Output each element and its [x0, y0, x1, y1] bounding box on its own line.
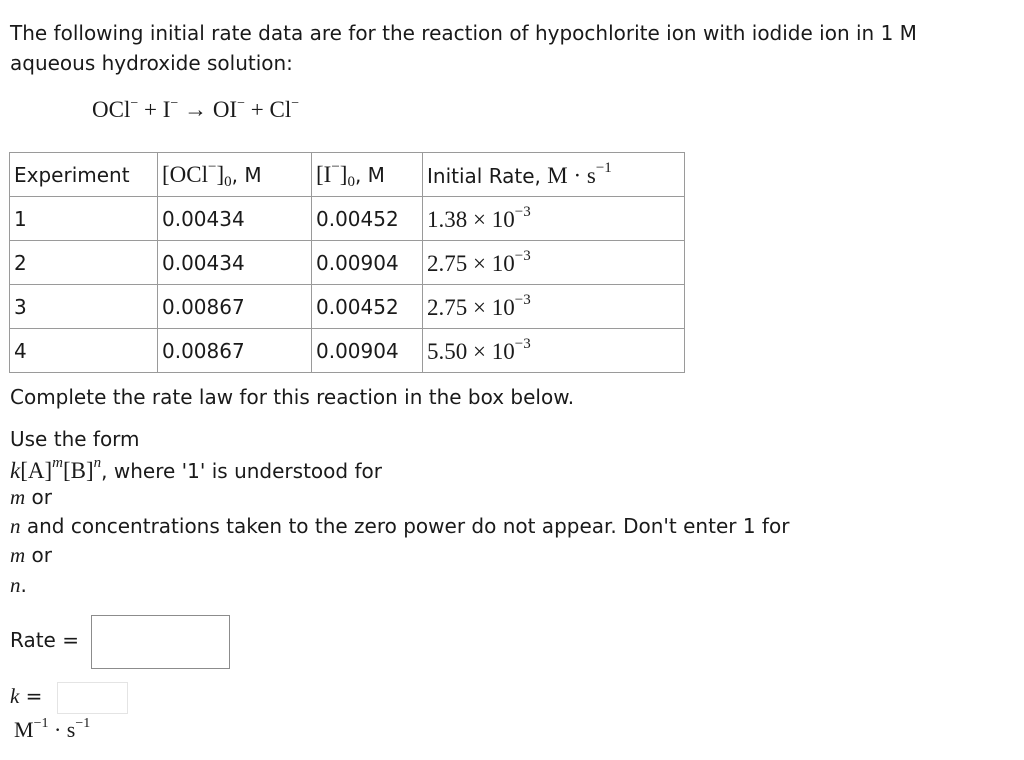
rate-mantissa: 1.38 × 10 [427, 207, 515, 232]
cell-experiment: 1 [10, 197, 158, 241]
instruction-form-line [10, 455, 382, 484]
plus-sign: + [245, 97, 270, 122]
rate-form-expression [10, 455, 102, 483]
cell-i: 0.00904 [312, 241, 423, 285]
k-symbol: k [10, 458, 21, 483]
k-units [14, 716, 90, 743]
rate-mantissa: 5.50 × 10 [427, 339, 515, 364]
header-ocl-concentration [158, 153, 312, 197]
table-row [10, 329, 685, 373]
exponent-m: m [52, 455, 63, 471]
problem-intro: The following initial rate data are for the reaction of hypochlorite ion with iodide ion in 1 M aqueous hydroxide solution: [10, 21, 917, 75]
bracket: ] [216, 161, 225, 187]
exponent: −1 [595, 160, 612, 176]
cell-experiment: 2 [10, 241, 158, 285]
instruction-rest-text: and concentrations taken to the zero power do not appear. Don't enter 1 for [20, 514, 790, 538]
equals-sign: = [19, 684, 43, 708]
subscript-zero: 0 [347, 173, 355, 190]
cell-rate [423, 329, 685, 373]
charge: − [130, 96, 139, 111]
charge: − [237, 96, 245, 111]
cell-ocl: 0.00434 [158, 241, 312, 285]
header-i-concentration [312, 153, 423, 197]
exponent: −1 [33, 716, 49, 731]
rate-exponent: −3 [514, 248, 531, 264]
bracket-a: [A] [20, 458, 53, 483]
header-initial-rate [423, 153, 685, 197]
or-text: or [25, 485, 52, 509]
var-n: n [10, 573, 21, 597]
rate-mantissa: 2.75 × 10 [427, 295, 515, 320]
table-row [10, 285, 685, 329]
cell-rate [423, 197, 685, 241]
k-symbol: k [10, 684, 20, 708]
table-row [10, 197, 685, 241]
bracket: ] [339, 161, 348, 187]
cell-rate [423, 241, 685, 285]
unit-s: · s [48, 717, 76, 742]
charge: − [331, 158, 340, 175]
arrow: → [178, 97, 213, 122]
unit-m: M [14, 717, 34, 742]
rate-label: Rate = [10, 628, 79, 652]
product-chloride: Cl [269, 97, 292, 122]
header-experiment: Experiment [10, 153, 158, 197]
var-n: n [10, 514, 21, 538]
product-hypoiodite: OI [212, 97, 238, 122]
instruction-n-line [10, 514, 789, 539]
charge: − [208, 158, 217, 175]
cell-rate [423, 285, 685, 329]
rate-label: Initial Rate, [427, 164, 548, 188]
rate-data-table [9, 152, 685, 373]
table-row [10, 241, 685, 285]
instruction-complete: Complete the rate law for this reaction in the box below. [10, 385, 575, 409]
rate-mantissa: 2.75 × 10 [427, 251, 515, 276]
reactant-hypochlorite: OCl [92, 97, 131, 122]
cell-ocl: 0.00867 [158, 285, 312, 329]
cell-i: 0.00904 [312, 329, 423, 373]
reactant-iodide: I [162, 97, 171, 122]
or-text: or [25, 543, 52, 567]
i-label: [I [316, 161, 332, 187]
exponent: −1 [75, 716, 91, 731]
period: . [20, 573, 27, 597]
k-value-input[interactable] [57, 682, 128, 714]
bracket-b: [B] [63, 458, 94, 483]
instruction-n-period [10, 573, 27, 598]
exponent-n: n [93, 455, 102, 471]
var-m: m [10, 543, 26, 567]
reaction-equation [92, 96, 299, 123]
ocl-label: [OCl [162, 161, 208, 187]
form-rest-text: , where '1' is understood for [101, 459, 382, 483]
cell-i: 0.00452 [312, 285, 423, 329]
instruction-m-or-2 [10, 543, 52, 568]
cell-experiment: 3 [10, 285, 158, 329]
cell-i: 0.00452 [312, 197, 423, 241]
rate-exponent: −3 [514, 292, 531, 308]
charge: − [170, 96, 179, 111]
instruction-m-or [10, 485, 52, 510]
charge: − [291, 96, 300, 111]
var-m: m [10, 485, 26, 509]
unit-label: , M [231, 162, 262, 187]
unit-label: , M [354, 162, 385, 187]
plus-sign: + [138, 97, 163, 122]
subscript-zero: 0 [224, 173, 232, 190]
rate-law-input[interactable] [91, 615, 230, 669]
rate-exponent: −3 [514, 336, 531, 352]
rate-unit: M · s [547, 163, 596, 188]
rate-exponent: −3 [514, 204, 531, 220]
cell-experiment: 4 [10, 329, 158, 373]
cell-ocl: 0.00434 [158, 197, 312, 241]
cell-ocl: 0.00867 [158, 329, 312, 373]
instruction-use-form: Use the form [10, 427, 140, 451]
table-header-row [10, 153, 685, 197]
k-label [10, 684, 42, 709]
